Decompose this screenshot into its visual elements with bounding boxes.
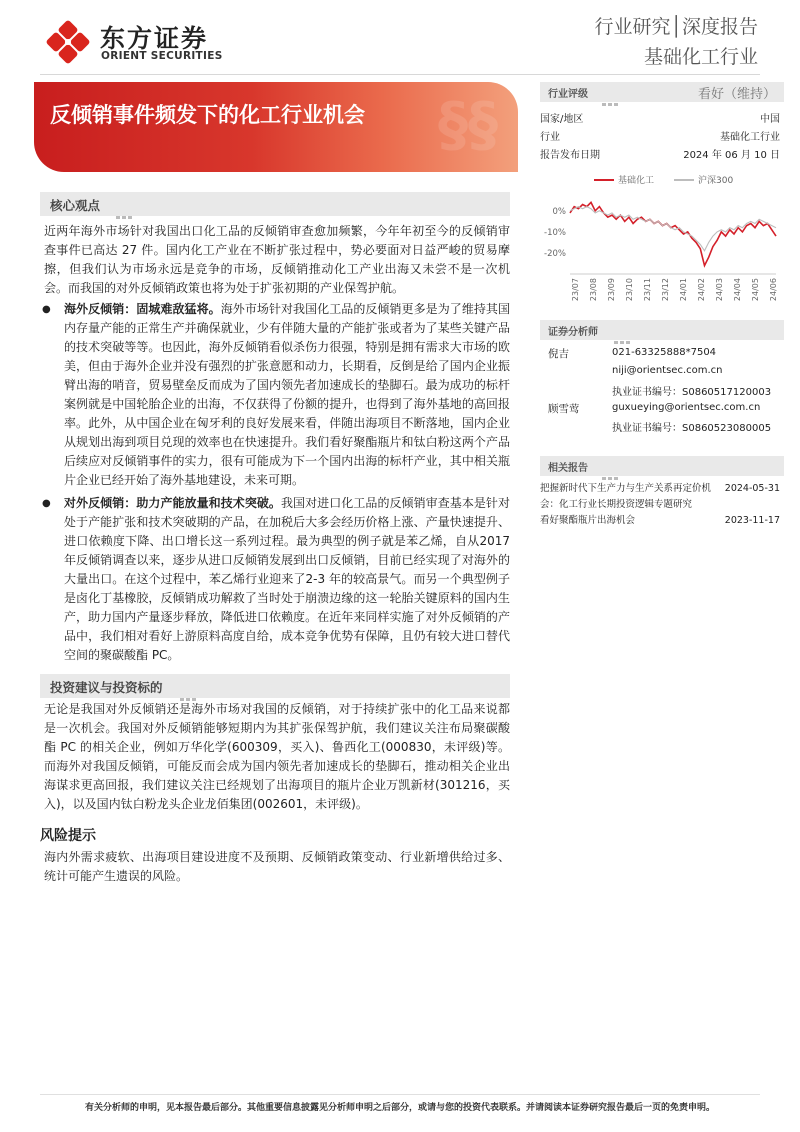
section-title: 投资建议与投资标的 bbox=[50, 680, 163, 695]
banner-decoration: §§ bbox=[438, 90, 498, 160]
performance-chart bbox=[536, 168, 786, 306]
x-tick-label: 23/07 bbox=[571, 278, 580, 302]
related-label: 相关报告 bbox=[548, 463, 588, 474]
analyst-name: 顾雪莺 bbox=[548, 403, 580, 415]
bullet-paragraph bbox=[64, 494, 510, 665]
report-title: 反倾销事件频发下的化工行业机会 bbox=[50, 103, 365, 127]
analyst-license: 执业证书编号：S0860517120003 bbox=[612, 387, 772, 398]
legend-label: 沪深300 bbox=[698, 176, 734, 186]
orient-logo-icon bbox=[46, 20, 90, 64]
logo-text-en: ORIENT SECURITIES bbox=[101, 50, 223, 62]
title-banner bbox=[34, 82, 518, 172]
bar-dots bbox=[614, 329, 632, 348]
legend-label: 基础化工 bbox=[618, 176, 655, 186]
invest-text: 无论是我国对外反倾销还是海外市场对我国的反倾销，对于持续扩张中的化工品来说都是一次机会。我国对外反倾销能够短期内为其扩张保驾护航，我们建议关注布局聚碳酸酯 PC 的相关企业，例如万华化学(600309，买入)、鲁西化工(000830，未评级)等。而海外对我国反倾销，可能反而会成为国内领先者加速成长的垫脚石，推动相关企业出海谋求更高回报，我们建议关注已经规划了出海项目的瓶片企业万凯新材(301216，买入)，以及国内钛白粉龙头企业龙佰集团(002601，未评级)。 bbox=[44, 702, 510, 811]
meta-row-region bbox=[540, 110, 780, 125]
x-tick-label: 24/06 bbox=[769, 278, 778, 302]
footer-divider bbox=[40, 1094, 760, 1095]
bullet-icon: ● bbox=[42, 304, 51, 315]
meta-label: 国家/地区 bbox=[540, 114, 584, 125]
x-tick-label: 24/02 bbox=[697, 278, 706, 302]
analyst-name: 倪吉 bbox=[548, 348, 569, 360]
x-tick-label: 24/03 bbox=[715, 278, 724, 302]
meta-label: 报告发布日期 bbox=[540, 150, 600, 161]
related-report-link[interactable]: 把握新时代下生产力与生产关系再定价机会：化工行业长期投资逻辑专题研究 bbox=[540, 483, 712, 510]
x-tick-label: 24/05 bbox=[751, 278, 760, 302]
meta-row-date bbox=[540, 146, 780, 161]
analyst-email[interactable]: niji@orientsec.com.cn bbox=[612, 365, 723, 376]
x-tick-label: 23/09 bbox=[607, 278, 616, 302]
meta-value: 2024 年 06 月 10 日 bbox=[683, 150, 780, 161]
related-report-link[interactable]: 看好聚酯瓶片出海机会 bbox=[540, 515, 636, 526]
section-header-core bbox=[40, 192, 510, 216]
meta-label: 行业 bbox=[540, 132, 560, 143]
bar-dots bbox=[602, 91, 620, 110]
bullet-body: 我国对进口化工品的反倾销审查基本是针对处于产能扩张和技术突破期的产品，在加税后大多会经历价格上涨、产量快速提升、进口依赖度下降、出口增长这一系列过程。最为典型的例子就是苯乙烯，自从2017 年反倾销调查以来，逐步从进口反倾销发展到出口反倾销，目前已经实现了对海外的大量出口。在这个过程中，苯乙烯行业迎来了2-3 年的较高景气。而另一个典型例子是卤化丁基橡胶，反倾销成功解救了当时处于崩溃边缘的这一轮胎关键原料的国内生产，助力国内产量逐步释放，降低进口依赖度。在近年来同样实施了对外反倾销的产品中，我们相对看好上游原料高度自给，成本竞争优势有保障，且仍有较大进口替代空间的聚碳酸酯 PC。 bbox=[64, 496, 510, 662]
x-tick-label: 23/08 bbox=[589, 278, 598, 302]
x-tick-label: 23/11 bbox=[643, 278, 652, 302]
x-tick-label: 24/01 bbox=[679, 278, 688, 302]
section-header-invest bbox=[40, 674, 510, 698]
related-report-date: 2023-11-17 bbox=[724, 515, 780, 526]
meta-row-industry bbox=[540, 128, 780, 143]
related-bar bbox=[540, 456, 784, 476]
risk-text: 海内外需求疲软、出海项目建设进度不及预期、反倾销政策变动、行业新增供给过多、统计可能产生遗误的风险。 bbox=[44, 850, 510, 883]
header-divider bbox=[40, 74, 760, 75]
x-tick-label: 23/12 bbox=[661, 278, 670, 302]
meta-value: 中国 bbox=[760, 114, 780, 125]
related-report-date: 2024-05-31 bbox=[724, 483, 780, 494]
analyst-license: 执业证书编号：S0860523080005 bbox=[612, 423, 772, 434]
bullet-paragraph bbox=[64, 300, 510, 490]
bullet-heading: 对外反倾销：助力产能放量和技术突破。 bbox=[64, 496, 281, 510]
y-tick-label: -20% bbox=[544, 248, 566, 259]
analyst-label: 证券分析师 bbox=[548, 327, 598, 338]
y-tick-label: 0% bbox=[552, 206, 566, 217]
bullet-body: 海外市场针对我国化工品的反倾销更多是为了维持其国内存量产能的正常生产并确保就业，少有伴随大量的产能扩张或者为了某些关键产品的技术突破等等。也因此，海外反倾销看似杀伤力很强，特别是拥有需求大市场的欧美，但由于海外企业并没有强烈的扩张意愿和动力，长期看，反倒是给了国内企业振臂出海的哨音，贸易壁垒反而成为了国内领先者加速成长的垫脚石。最为成功的标杆案例就是中国轮胎企业的出海，不仅获得了份额的提升，也得到了海外基地的高回报率。此外，从中国企业在匈牙利的良好发展来看，伴随出海项目不断落地，国内企业从规划出海到项目兑现的效率也在快速提升。我们看好聚酯瓶片和钛白粉这两个产品后续应对反倾销事件的实力，很有可能成为下一个国内出海的标杆产业，其中相关瓶片企业已经开始了海外基地建设，未来可期。 bbox=[64, 302, 510, 487]
footer-disclaimer: 有关分析师的申明，见本报告最后部分。其他重要信息披露见分析师申明之后部分，或请与您的投资代表联系。并请阅读本证券研究报告最后一页的免责申明。 bbox=[84, 1103, 715, 1113]
analyst-bar bbox=[540, 320, 784, 340]
meta-value: 基础化工行业 bbox=[720, 132, 780, 143]
bullet-heading: 海外反倾销：固城难敌猛将。 bbox=[64, 302, 221, 316]
analyst-email[interactable]: guxueying@orientsec.com.cn bbox=[612, 402, 761, 413]
logo-text-cn: 东方证券 bbox=[100, 24, 209, 53]
x-tick-label: 24/04 bbox=[733, 278, 742, 302]
rating-bar bbox=[540, 82, 784, 102]
bar-dots bbox=[116, 204, 134, 223]
y-tick-label: -10% bbox=[544, 227, 566, 238]
analyst-phone: 021-63325888*7504 bbox=[612, 347, 717, 358]
industry-title: 基础化工行业 bbox=[643, 46, 758, 68]
rating-value: 看好（维持） bbox=[697, 87, 776, 102]
risk-title: 风险提示 bbox=[40, 828, 96, 844]
section-title: 核心观点 bbox=[50, 198, 101, 213]
core-intro: 近两年海外市场针对我国出口化工品的反倾销审查愈加频繁，今年年初至今的反倾销审查事件已高达 27 件。国内化工产业在不断扩张过程中，势必要面对日益严峻的贸易摩擦，但我们认为市场永远是竞争的市场，反倾销推动化工产业出海又未尝不是一次机会。而我国的对外反倾销政策也将为处于扩张初期的产业保驾护航。 bbox=[44, 224, 510, 295]
bullet-icon: ● bbox=[42, 498, 51, 509]
rating-label: 行业评级 bbox=[548, 89, 588, 100]
x-tick-label: 23/10 bbox=[625, 278, 634, 302]
report-type: 行业研究│深度报告 bbox=[594, 16, 758, 38]
